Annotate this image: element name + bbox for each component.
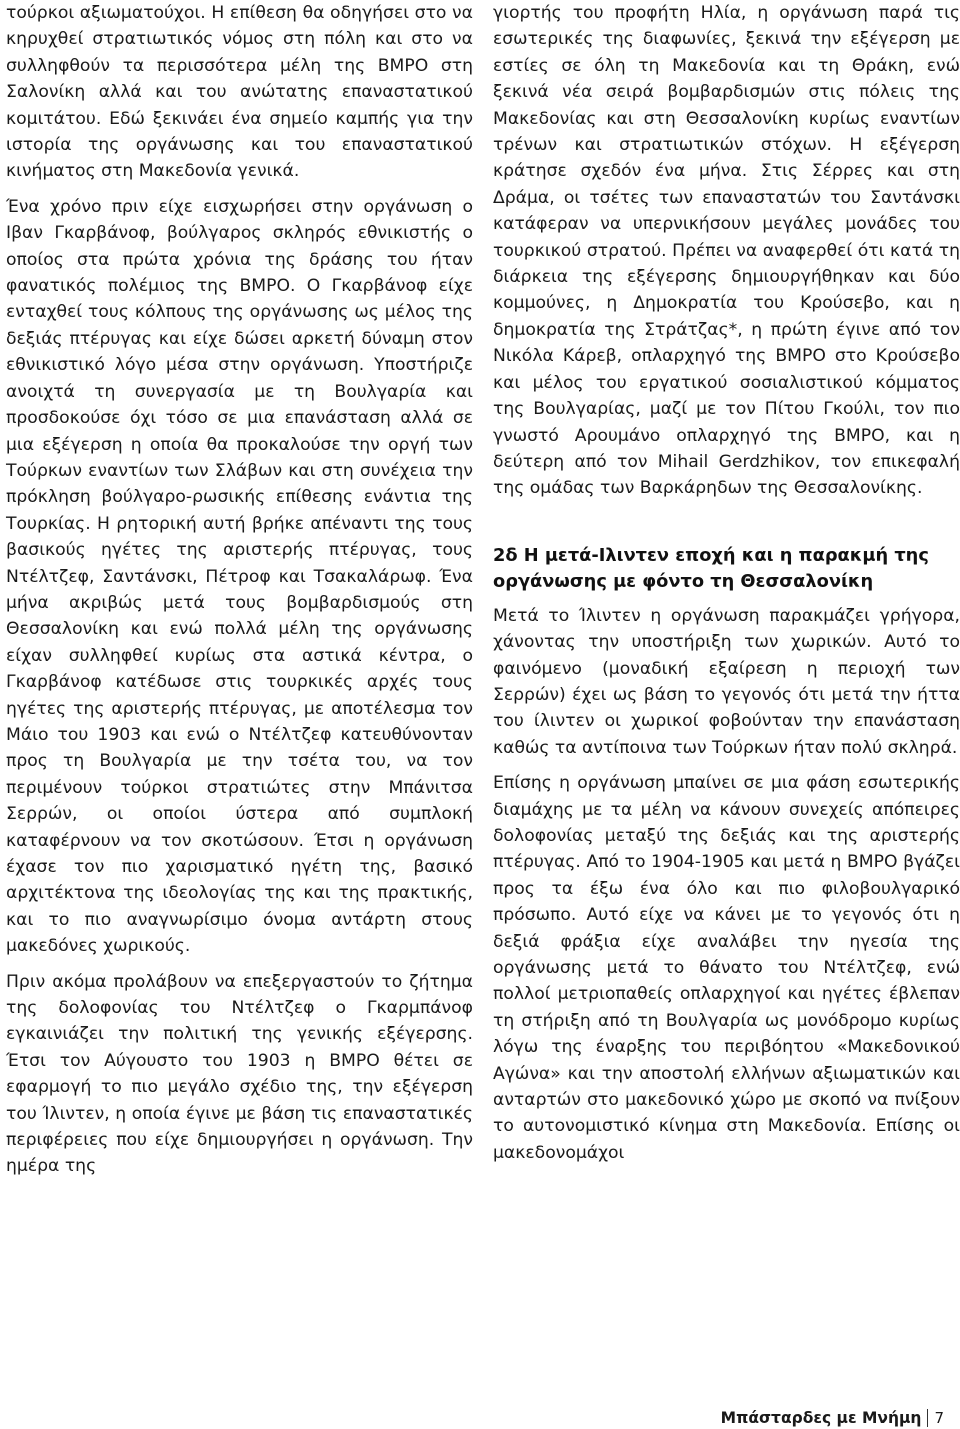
paragraph-left-1: τούρκοι αξιωματούχοι. Η επίθεση θα οδηγήσει στο να κηρυχθεί στρατιωτικός νόμος στη πόλη και στο να συλληφθούν τα περισσότερα μέλη της ΒΜΡΟ στη Σαλονίκη αλλά και του ανώτατης επαναστατικού κομιτάτου. Εδώ ξεκινάει ένα σημείο καμπής για την ιστορία της οργάνωσης και του επαναστατικού κινήματος στη Μακεδονία γενικά. <box>6 3 473 182</box>
paragraph-right-2: Μετά το Ίλιντεν η οργάνωση παρακμάζει γρήγορα, χάνοντας την υποστήριξη των χωρικών. Αυτό το φαινόμενο (μοναδική εξαίρεση η περιοχή των Σερρών) έχει ως βάση το γεγονός ότι μετά την ήττα του ίλιντεν οι χωρικοί φοβούνταν την επανάσταση καθώς τα αντίποινα των Τούρκων ήταν πολύ σκληρά. <box>493 605 960 758</box>
paragraph-left-2: Ένα χρόνο πριν είχε εισχωρήσει στην οργάνωση ο Ιβαν Γκαρβάνοφ, βούλγαρος σκληρός εθνικιστής ο οποίος στα πρώτα χρόνια της δράσης του ήταν φανατικός πολέμιος της ΒΜΡΟ. Ο Γκαρβάνοφ είχε ενταχθεί τους κόλπους της οργάνωσης ως μέλος της δεξιάς πτέρυγας και είχε δώσει αρκετή δύναμη στον εθνικιστικό λόγο μέσα στην οργάνωση. Υποστήριζε ανοιχτά τη συνεργασία με τη Βουλγαρία και προσδοκούσε όχι τόσο σε μια επανάσταση αλλά σε μια εξέγερση η οποία θα προκαλούσε την οργή των Τούρκων εναντίων των Σλάβων και στη συνέχεια την πρόκληση βούλγαρο-ρωσικής επίθεσης ενάντια της Τουρκίας. Η ρητορική αυτή βρήκε απέναντι της τους βασικούς ηγέτες της αριστερής πτέρυγας, τους Ντέλτζεφ, Σαντάνσκι, Πέτροφ και Τσακαλάρωφ. Ένα μήνα ακριβώς μετά τους βομβαρδισμούς στη Θεσσαλονίκη και ενώ πολλά μέλη της οργάνωσης είχαν συλληφθεί κυρίως στα αστικά κέντρα, ο Γκαρβάνοφ κατέδωσε στις τουρκικές αρχές τους ηγέτες της αριστερής πτέρυγας, με αποτέλεσμα τον Μάιο του 1903 και ενώ ο Ντέλτζεφ κατευθύνονταν προς τη Βουλγαρία με την τσέτα του, να τον περιμένουν τούρκοι στρατιώτες στην Μπάνιτσα Σερρών, οι οποίοι ύστερα από συμπλοκή καταφέρνουν να τον σκοτώσουν. Έτσι η οργάνωση έχασε τον πιο χαρισματικό ηγέτη της, βασικό αρχιτέκτονα της ιδεολογίας της και της πρακτικής, και το πιο αναγνωρίσιμο όνομα αντάρτη στους μακεδόνες χωρικούς. <box>6 196 473 957</box>
page-number: 7 <box>934 1409 944 1427</box>
section-heading: 2δ Η μετά-Ιλιντεν εποχή και η παρακμή της οργάνωσης με φόντο τη Θεσσαλονίκη <box>493 544 929 592</box>
paragraph-right-1: γιορτής του προφήτη Ηλία, η οργάνωση παρά τις εσωτερικές της διαφωνίες, ξεκινά την εξέγερση με εστίες σε όλη τη Μακεδονία και τη Θράκη, ενώ ξεκινά νέα σειρά βομβαρδισμών στις πόλεις της Μακεδονίας και στη Θεσσαλονίκη κυρίως εναντίων τρένων και στρατιωτικών στόχων. Η εξέγερση κράτησε σχεδόν ένα μήνα. Στις Σέρρες και στη Δράμα, οι τσέτες των επαναστατών του Σαντάνσκι κατάφεραν να υπερνικήσουν μεγάλες μονάδες του τουρκικού στρατού. Πρέπει να αναφερθεί ότι κατά τη διάρκεια της εξέγερσης δημιουργήθηκαν και δύο κομμούνες, η Δημοκρατία του Κρούσεβο, και η δημοκρατία της Στράτζας*, η πρώτη έγινε από τον Νικόλα Κάρεβ, οπλαρχηγό της ΒΜΡΟ στο Κρούσεβο και μέλος του εργατικού σοσιαλιστικού κόμματος της Βουλγαρίας, μαζί με τον Πίτου Γκούλι, τον πιο γνωστό Αρουμάνο οπλαρχηγό της ΒΜΡΟ, και η δεύτερη από τον Mihail Gerdzhikov, τον επικεφαλή της ομάδας των Βαρκάρηδων της Θεσσαλονίκης. <box>493 3 960 499</box>
paragraph-right-3: Επίσης η οργάνωση μπαίνει σε μια φάση εσωτερικής διαμάχης με τα μέλη να κάνουν συνεχείς απόπειρες δολοφονίας μεταξύ της δεξιάς και της αριστερής πτέρυγας. Από το 1904-1905 και μετά η ΒΜΡΟ βγάζει προς τα έξω ένα όλο και πιο φιλοβουλγαρικό πρόσωπο. Αυτό είχε να κάνει με το γεγονός ότι η δεξιά φράξια είχε αναλάβει την ηγεσία της οργάνωσης μετά το θάνατο του Ντέλτζεφ, ενώ πολλοί μετριοπαθείς οπλαρχηγοί και ηγέτες έβλεπαν τη στήριξη από τη Βουλγαρία ως μονόδρομο κυρίως λόγω της έναρξης του περιβόητου «Μακεδονικού Αγώνα» και την αποστολή ελλήνων αξιωματικών και ανταρτών στο μακεδονικό χώρο με σκοπό να πνίξουν το αυτονομιστικό κίνημα στη Μακεδονία. Επίσης οι μακεδονομάχοι <box>493 773 960 1163</box>
page-footer <box>721 1408 944 1428</box>
publication-title: Μπάσταρδες με Μνήμη <box>720 1409 922 1427</box>
left-column <box>6 0 473 1189</box>
right-column <box>493 0 960 1175</box>
paragraph-left-3: Πριν ακόμα προλάβουν να επεξεργαστούν το ζήτημα της δολοφονίας του Ντέλτζεφ ο Γκαρμπάνοφ εγκαινιάζει την πολιτική της γενικής εξέγερσης. Έτσι τον Αύγουστο του 1903 η ΒΜΡΟ θέτει σε εφαρμογή το πιο μεγάλο σχέδιο της, την εξέγερση του Ίλιντεν, η οποία έγινε με βάση τις επαναστατικές περιφέρειες που είχε δημιουργήσει η οργάνωση. Την ημέρα της <box>6 971 473 1177</box>
footer-divider <box>927 1409 928 1427</box>
